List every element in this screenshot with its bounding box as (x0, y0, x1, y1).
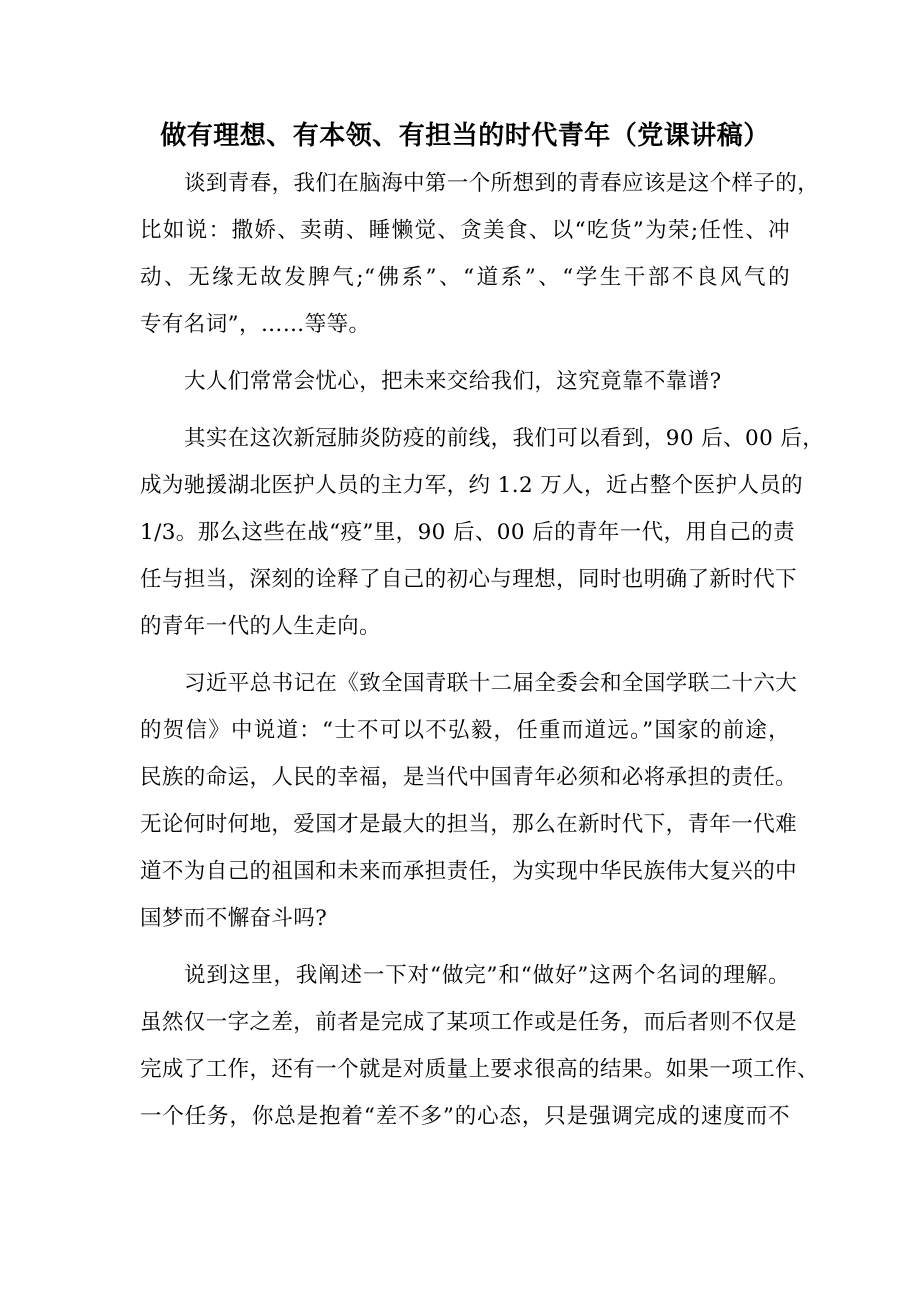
document-body (140, 160, 825, 1150)
text-line: 国梦而不懈奋斗吗? (140, 906, 328, 931)
paragraph-epidemic-frontline (140, 415, 825, 650)
document-title: 做有理想、有本领、有担当的时代青年（党课讲稿） (160, 121, 770, 151)
text-line: 民族的命运，人民的幸福，是当代中国青年必须和必将承担的责任。 (140, 765, 798, 790)
text-line: 1/3。那么这些在战“疫”里，90 后、00 后的青年一代，用自己的责 (140, 520, 795, 545)
text-line: 说到这里，我阐述一下对“做完”和“做好”这两个名词的理解。 (184, 963, 790, 988)
text-line: 动、无缘无故发脾气;“佛系”、“道系”、“学生干部不良风气的 (140, 265, 790, 290)
text-line: 其实在这次新冠肺炎防疫的前线，我们可以看到，90 后、00 后， (184, 426, 825, 451)
paragraph-congratulatory-letter (140, 660, 798, 942)
text-line: 虽然仅一字之差，前者是完成了某项工作或是任务，而后者则不仅是 (140, 1010, 798, 1035)
text-line: 的青年一代的人生走向。 (140, 614, 381, 639)
text-line: 习近平总书记在《致全国青联十二届全委会和全国学联二十六大 (184, 671, 798, 696)
text-line: 无论何时何地，爱国才是最大的担当，那么在新时代下，青年一代难 (140, 812, 798, 837)
text-line: 比如说：撒娇、卖萌、睡懒觉、贪美食、以“吃货”为荣;任性、冲 (140, 218, 790, 243)
text-line: 大人们常常会忧心，把未来交给我们，这究竟靠不靠谱? (184, 369, 722, 394)
text-line: 道不为自己的祖国和未来而承担责任，为实现中华民族伟大复兴的中 (140, 859, 798, 884)
paragraph-youth-image (140, 160, 820, 348)
paragraph-adults-worry (140, 358, 790, 405)
text-line: 专有名词”，……等等。 (140, 312, 371, 337)
text-line: 谈到青春，我们在脑海中第一个所想到的青春应该是这个样子的， (184, 171, 820, 196)
text-line: 完成了工作，还有一个就是对质量上要求很高的结果。如果一项工作、 (140, 1057, 819, 1082)
text-line: 成为驰援湖北医护人员的主力军，约 1.2 万人，近占整个医护人员的 (140, 473, 804, 498)
text-line: 任与担当，深刻的诠释了自己的初心与理想，同时也明确了新时代下 (140, 567, 798, 592)
text-line: 的贺信》中说道：“士不可以不弘毅，任重而道远。”国家的前途， (140, 718, 790, 743)
paragraph-done-vs-well-done (140, 952, 819, 1140)
text-line: 一个任务，你总是抱着“差不多”的心态，只是强调完成的速度而不 (140, 1104, 790, 1129)
